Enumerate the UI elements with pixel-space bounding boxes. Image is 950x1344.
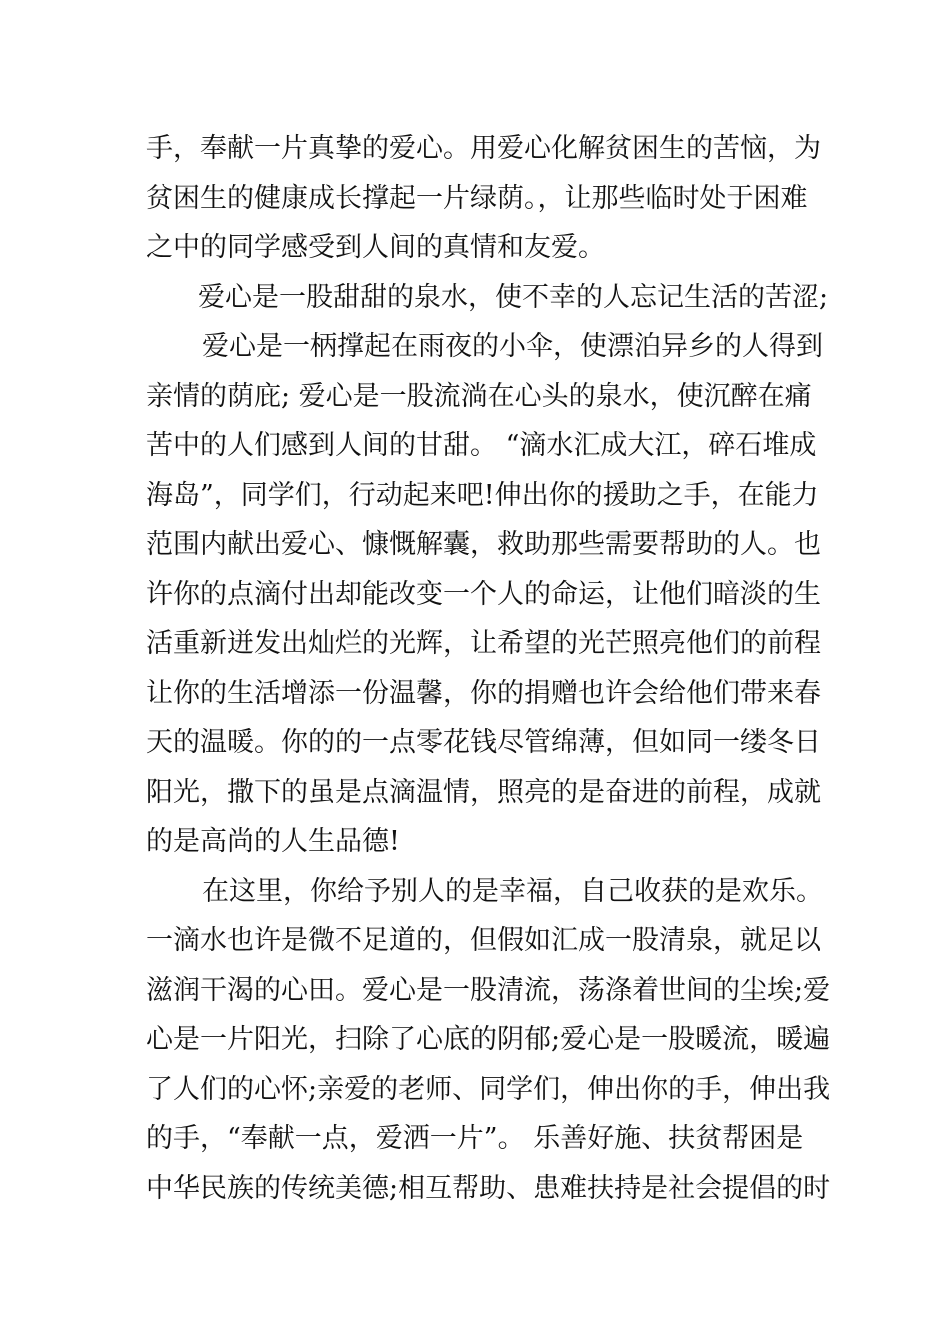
text-line: 了人们的心怀;亲爱的老师、同学们，伸出你的手，伸出我 <box>146 1073 831 1105</box>
text-line: 天的温暖。你的的一点零花钱尽管绵薄，但如同一缕冬日 <box>146 727 821 758</box>
text-line: 中华民族的传统美德;相互帮助、患难扶持是社会提倡的时 <box>146 1172 831 1204</box>
text-line: 范围内献出爱心、慷慨解囊，救助那些需要帮助的人。也 <box>146 529 821 560</box>
text-line: 之中的同学感受到人间的真情和友爱。 <box>146 232 605 263</box>
text-line: 一滴水也许是微不足道的，但假如汇成一股清泉，就足以 <box>146 925 821 956</box>
text-line: 活重新迸发出灿烂的光辉，让希望的光芒照亮他们的前程 <box>146 628 821 659</box>
text-line: 让你的生活增添一份温馨，你的捐赠也许会给他们带来春 <box>146 677 821 709</box>
text-line: 滋润干渴的心田。爱心是一股清流，荡涤着世间的尘埃;爱 <box>146 974 831 1006</box>
text-line: 手，奉献一片真挚的爱心。用爱心化解贫困生的苦恼，为 <box>146 133 821 164</box>
text-line: 心是一片阳光，扫除了心底的阴郁;爱心是一股暖流，暖遍 <box>146 1024 831 1055</box>
text-line: 许你的点滴付出却能改变一个人的命运，让他们暗淡的生 <box>146 578 821 610</box>
text-line: 爱心是一股甜甜的泉水，使不幸的人忘记生活的苦涩; <box>198 281 829 313</box>
text-line: 亲情的荫庇; 爱心是一股流淌在心头的泉水，使沉醉在痛 <box>146 380 812 412</box>
text-line: 的手，“奉献一点，爱洒一片”。 乐善好施、扶贫帮困是 <box>146 1123 804 1154</box>
text-line: 阳光，撒下的虽是点滴温情，照亮的是奋进的前程，成就 <box>146 776 821 808</box>
text-line: 海岛”，同学们，行动起来吧!伸出你的援助之手，在能力 <box>146 479 819 511</box>
text-line: 爱心是一柄撑起在雨夜的小伞，使漂泊异乡的人得到 <box>202 331 823 362</box>
text-line: 苦中的人们感到人间的甘甜。 “滴水汇成大江，碎石堆成 <box>146 430 817 461</box>
document-body <box>146 124 831 1213</box>
text-line: 的是高尚的人生品德! <box>146 826 400 857</box>
text-line: 在这里，你给予别人的是幸福，自己收获的是欢乐。 <box>202 875 823 907</box>
text-line: 贫困生的健康成长撑起一片绿荫。，让那些临时处于困难 <box>146 182 808 214</box>
